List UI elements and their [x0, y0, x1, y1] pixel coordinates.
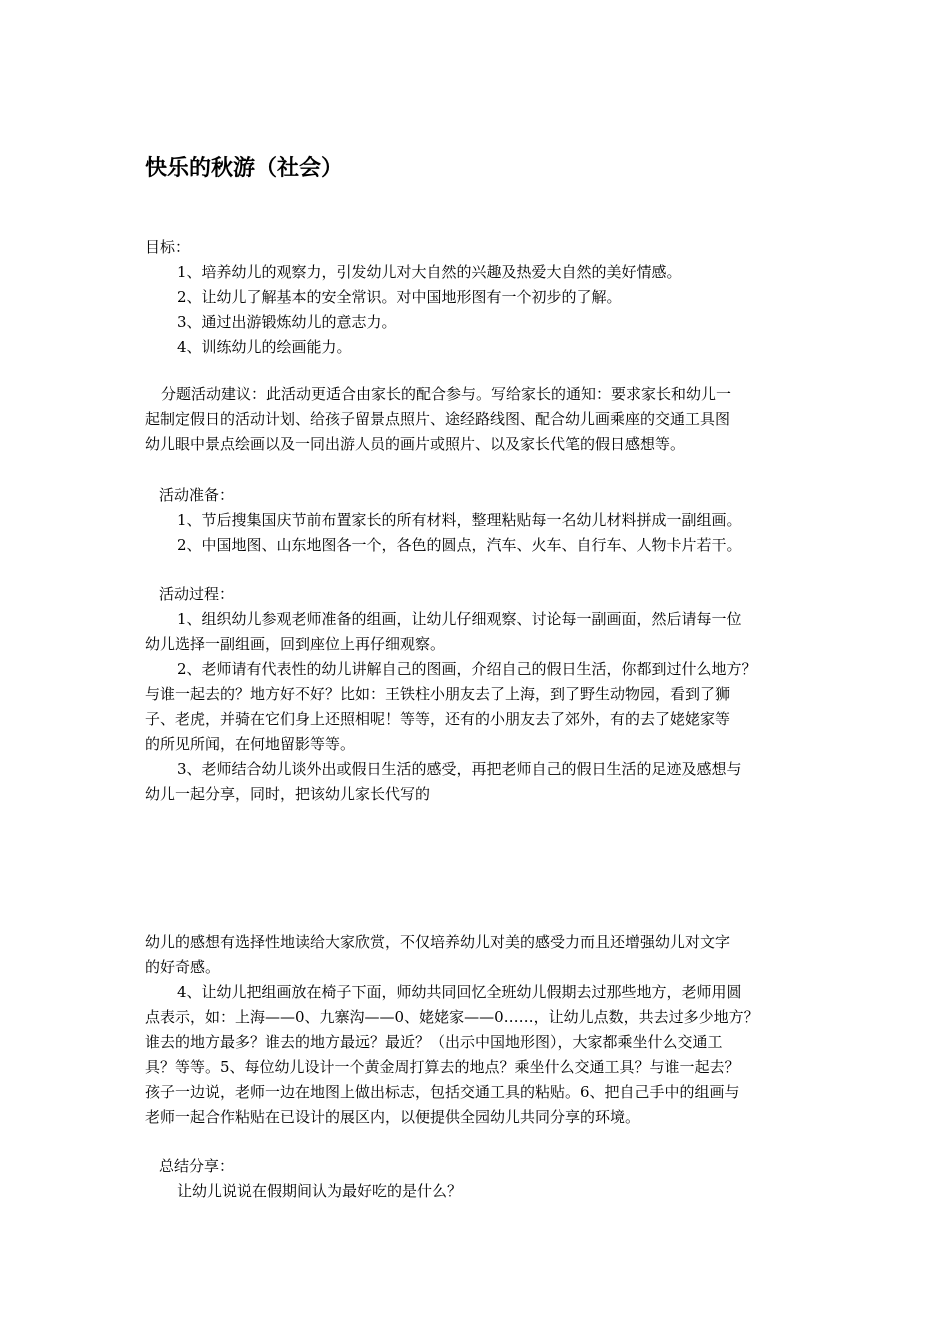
preparation-item: 1、节后搜集国庆节前布置家长的所有材料，整理粘贴每一名幼儿材料拼成一副组画。 — [177, 511, 742, 529]
preparation-section — [145, 483, 825, 558]
process-step-line: 点表示，如：上海——0、九寨沟——0、姥姥家——0……，让幼儿点数，共去过多少地方？ — [145, 1008, 759, 1026]
process-step-line: 2、老师请有代表性的幼儿讲解自己的图画，介绍自己的假日生活，你都到过什么地方？ — [177, 660, 757, 678]
process-step-line: 1、组织幼儿参观老师准备的组画，让幼儿仔细观察、讨论每一副画面，然后请每一位 — [177, 610, 742, 628]
process-continued — [145, 930, 825, 1130]
process-step-line: 谁去的地方最多？谁去的地方最远？最近？（出示中国地形图），大家都乘坐什么交通工 — [145, 1033, 723, 1051]
summary-text: 让幼儿说说在假期间认为最好吃的是什么？ — [177, 1182, 463, 1200]
process-heading: 活动过程： — [159, 585, 235, 603]
process-step-line: 幼儿选择一副组画，回到座位上再仔细观察。 — [145, 635, 446, 653]
suggestion-line: 分题活动建议：此活动更适合由家长的配合参与。写给家长的通知：要求家长和幼儿一 — [161, 385, 732, 403]
preparation-item: 2、中国地图、山东地图各一个，各色的圆点，汽车、火车、自行车、人物卡片若干。 — [177, 536, 742, 554]
goals-heading: 目标： — [145, 238, 191, 256]
preparation-heading: 活动准备： — [159, 486, 235, 504]
process-step-line: 3、老师结合幼儿谈外出或假日生活的感受，再把老师自己的假日生活的足迹及感想与 — [177, 760, 742, 778]
process-step-line: 孩子一边说，老师一边在地图上做出标志，包括交通工具的粘贴。6、把自己手中的组画与 — [145, 1083, 740, 1101]
suggestion-line: 幼儿眼中景点绘画以及一同出游人员的画片或照片、以及家长代笔的假日感想等。 — [145, 435, 686, 453]
process-step-line: 的所见所闻，在何地留影等等。 — [145, 735, 356, 753]
process-step-line: 的好奇感。 — [145, 958, 221, 976]
goal-item: 4、训练幼儿的绘画能力。 — [177, 338, 352, 356]
process-step-line: 子、老虎，并骑在它们身上还照相呢！等等，还有的小朋友去了郊外，有的去了姥姥家等 — [145, 710, 731, 728]
process-step-line: 4、让幼儿把组画放在椅子下面，师幼共同回忆全班幼儿假期去过那些地方，老师用圆 — [177, 983, 742, 1001]
goals-section — [145, 235, 825, 360]
goal-item: 1、培养幼儿的观察力，引发幼儿对大自然的兴趣及热爱大自然的美好情感。 — [177, 263, 682, 281]
page-title: 快乐的秋游（社会） — [145, 156, 344, 181]
process-step-line: 幼儿一起分享，同时，把该幼儿家长代写的 — [145, 785, 431, 803]
process-step-line: 幼儿的感想有选择性地读给大家欣赏，不仅培养幼儿对美的感受力而且还增强幼儿对文字 — [145, 933, 731, 951]
goal-item: 2、让幼儿了解基本的安全常识。对中国地形图有一个初步的了解。 — [177, 288, 622, 306]
process-step-line: 老师一起合作粘贴在已设计的展区内，以便提供全园幼儿共同分享的环境。 — [145, 1108, 641, 1126]
summary-heading: 总结分享： — [159, 1157, 235, 1175]
suggestion-line: 起制定假日的活动计划、给孩子留景点照片、途经路线图、配合幼儿画乘座的交通工具图 — [145, 410, 731, 428]
goal-item: 3、通过出游锻炼幼儿的意志力。 — [177, 313, 397, 331]
process-step-line: 具？等等。5、每位幼儿设计一个黄金周打算去的地点？乘坐什么交通工具？与谁一起去？ — [145, 1058, 740, 1076]
summary-section — [145, 1154, 825, 1204]
suggestion-section — [145, 382, 825, 457]
process-step-line: 与谁一起去的？地方好不好？比如：王铁柱小朋友去了上海，到了野生动物园，看到了狮 — [145, 685, 731, 703]
process-section — [145, 582, 825, 807]
